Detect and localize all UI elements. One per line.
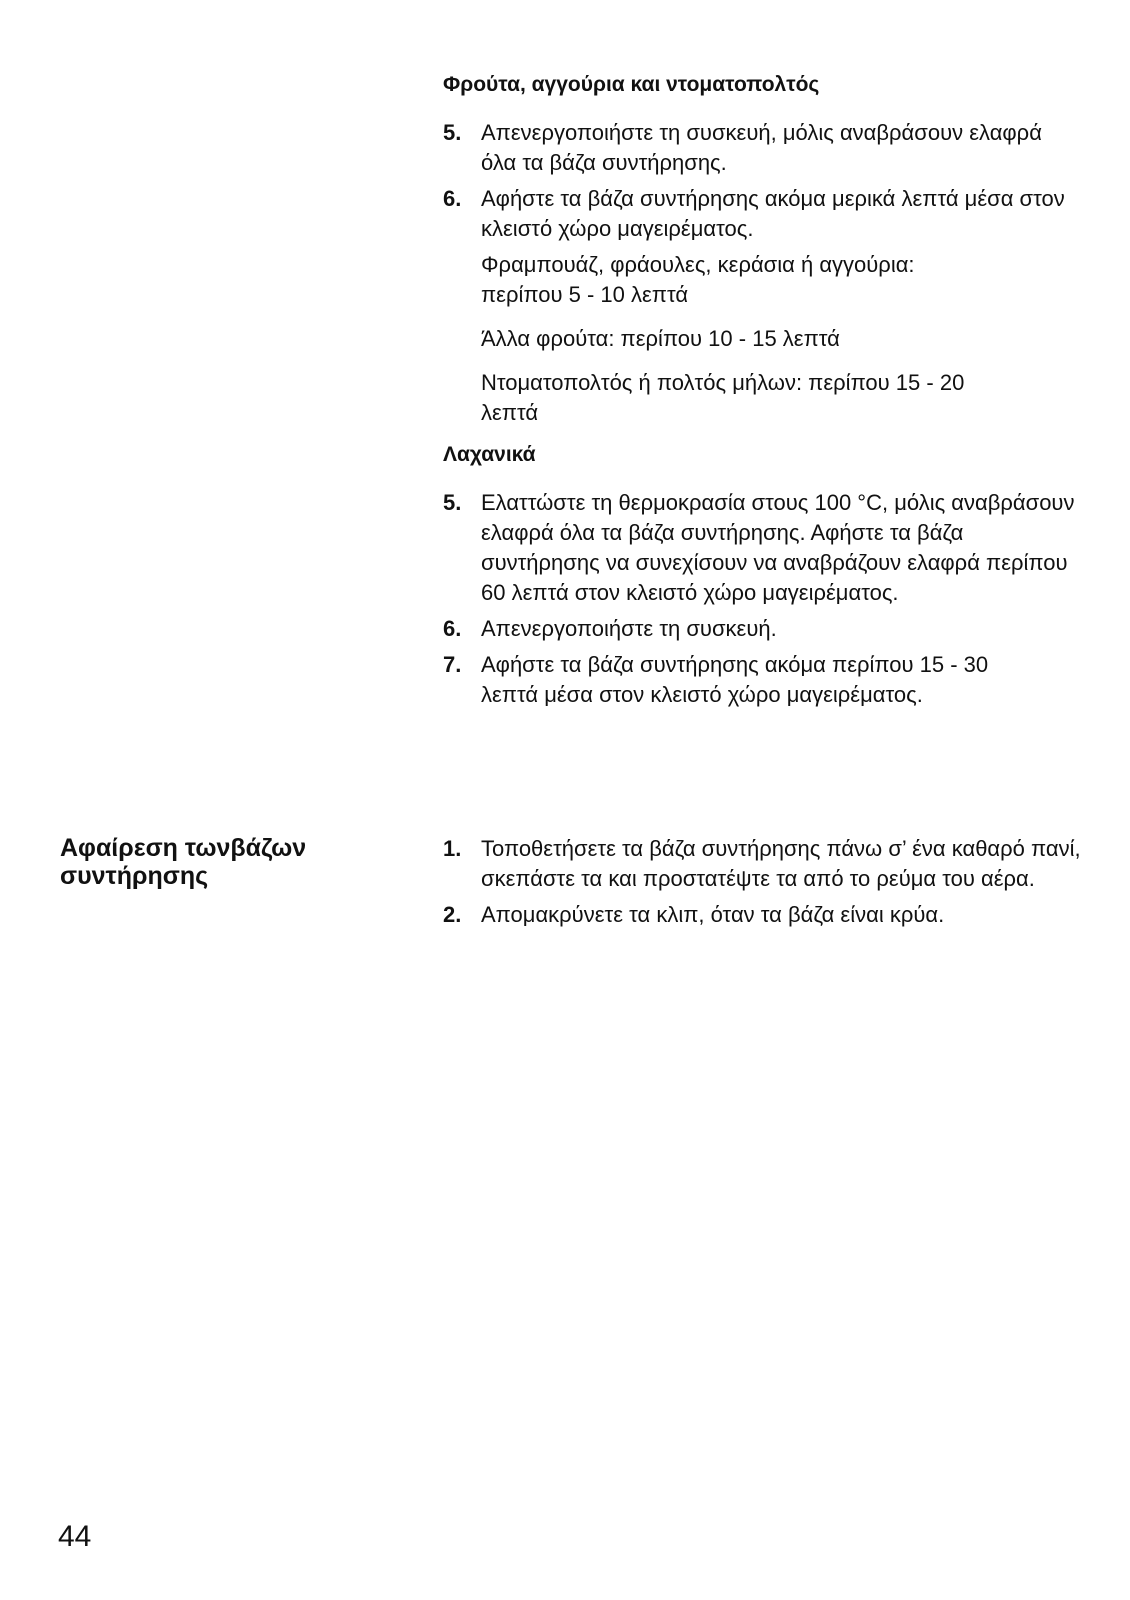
step-number: 5. (443, 490, 462, 515)
section-fruit (443, 70, 1083, 428)
vegetables-step-7 (443, 650, 1011, 710)
step-text: Απενεργοποιήστε τη συσκευή, μόλις αναβράσουν ελαφρά όλα τα βάζα συντήρησης. (481, 120, 1042, 175)
page-number: 44 (58, 1520, 92, 1553)
section-heading-fruit: Φρούτα, αγγούρια και ντοματοπολτός (443, 73, 820, 96)
fruit-note-berries: Φραμπουάζ, φράουλες, κεράσια ή αγγούρια: περίπου 5 - 10 λεπτά (481, 252, 915, 307)
section-vegetables (443, 440, 1083, 710)
step-number: 5. (443, 120, 462, 145)
section-heading-vegetables: Λαχανικά (443, 443, 536, 466)
step-number: 2. (443, 902, 462, 927)
step-text: Τοποθετήσετε τα βάζα συντήρησης πάνω σ’ ένα καθαρό πανί, σκεπάστε τα και προστατέψτε τα από το ρεύμα του αέρα. (481, 836, 1081, 891)
vegetables-step-5 (443, 488, 1083, 608)
removal-title: Αφαίρεση τωνβάζων συντήρησης (60, 834, 307, 890)
step-number: 6. (443, 186, 462, 211)
step-number: 7. (443, 652, 462, 677)
section-removal (443, 834, 1083, 930)
step-text: Αφήστε τα βάζα συντήρησης ακόμα μερικά λεπτά μέσα στον κλειστό χώρο μαγειρέματος. (481, 186, 1065, 241)
step-number: 1. (443, 836, 462, 861)
step-text: Αφήστε τα βάζα συντήρησης ακόμα περίπου 15 - 30 λεπτά μέσα στον κλειστό χώρο μαγειρέματος. (481, 652, 989, 707)
fruit-step-6 (443, 184, 1083, 244)
fruit-note-other: Άλλα φρούτα: περίπου 10 - 15 λεπτά (481, 326, 840, 351)
vegetables-step-6 (443, 614, 1083, 644)
removal-step-2 (443, 900, 1083, 930)
fruit-note-puree: Ντοματοπολτός ή πολτός μήλων: περίπου 15 - 20 λεπτά (481, 370, 965, 425)
removal-step-1 (443, 834, 1083, 894)
step-text: Απομακρύνετε τα κλιπ, όταν τα βάζα είναι κρύα. (481, 902, 945, 927)
step-text: Ελαττώστε τη θερμοκρασία στους 100 °C, μόλις αναβράσουν ελαφρά όλα τα βάζα συντήρησης. Αφήστε τα βάζα συντήρησης να συνεχίσουν να αναβράζουν ελαφρά περίπου 60 λεπτά στον κλειστό χώρο μαγειρέματος. (481, 490, 1075, 605)
step-number: 6. (443, 616, 462, 641)
step-text: Απενεργοποιήστε τη συσκευή. (481, 616, 777, 641)
fruit-step-5 (443, 118, 1083, 178)
